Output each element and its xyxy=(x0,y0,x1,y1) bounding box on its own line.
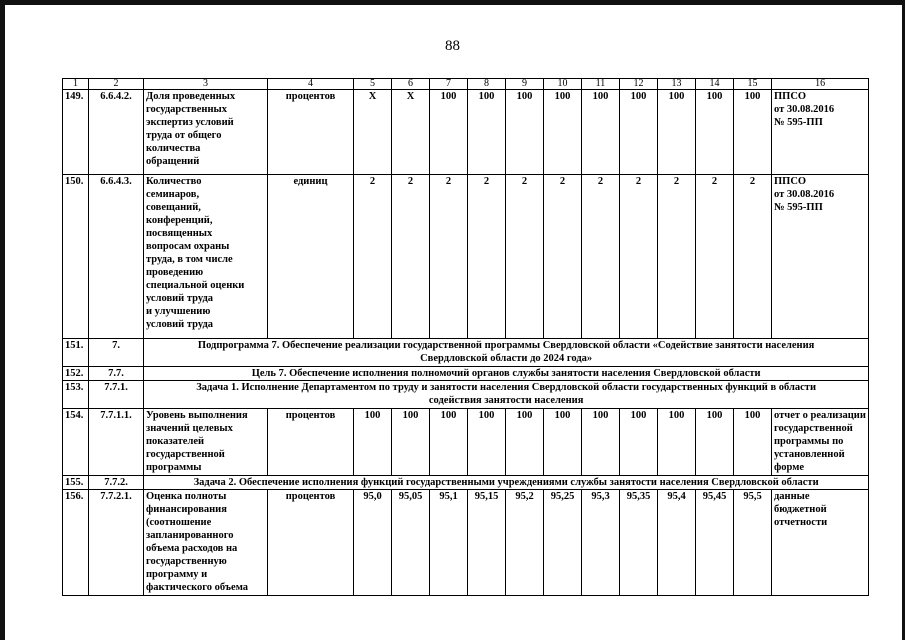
target-value: 100 xyxy=(544,90,582,175)
unit-of-measure: процентов xyxy=(268,409,354,476)
target-value: 100 xyxy=(658,409,696,476)
indicator-name xyxy=(144,490,268,596)
section-row xyxy=(63,381,869,409)
target-value: 100 xyxy=(734,90,772,175)
column-number-1: 1 xyxy=(63,79,89,90)
row-code: 7.7.2. xyxy=(89,476,144,490)
unit-of-measure: единиц xyxy=(268,175,354,339)
row-number: 155. xyxy=(63,476,89,490)
cell-line: финансирования xyxy=(146,504,227,515)
target-value: 95,0 xyxy=(354,490,392,596)
cell-line: труда, в том числе xyxy=(146,254,233,265)
target-value: 95,3 xyxy=(582,490,620,596)
section-title xyxy=(144,339,869,367)
column-number-4: 4 xyxy=(268,79,354,90)
section-row xyxy=(63,476,869,490)
cell-line: данные xyxy=(774,491,810,502)
cell-line: обращений xyxy=(146,156,200,167)
row-number: 154. xyxy=(63,409,89,476)
target-value: 100 xyxy=(582,409,620,476)
cell-line: программу и xyxy=(146,569,208,580)
row-code: 7.7.2.1. xyxy=(89,490,144,596)
row-number: 151. xyxy=(63,339,89,367)
indicator-name xyxy=(144,90,268,175)
target-value: 100 xyxy=(506,90,544,175)
target-value: 100 xyxy=(658,90,696,175)
table-row xyxy=(63,490,869,596)
row-code: 7.7.1.1. xyxy=(89,409,144,476)
row-code: 7.7. xyxy=(89,367,144,381)
column-number-6: 6 xyxy=(392,79,430,90)
cell-line: форме xyxy=(774,462,805,473)
cell-line: Подпрограмма 7. Обеспечение реализации государственной программы Свердловской области «Содействие занятости населения xyxy=(197,340,815,351)
cell-line: Задача 1. Исполнение Департаментом по труду и занятости населения Свердловской области государственных функций в области xyxy=(196,382,816,393)
column-number-5: 5 xyxy=(354,79,392,90)
column-number-15: 15 xyxy=(734,79,772,90)
cell-line: государственных xyxy=(146,104,227,115)
target-value: 100 xyxy=(430,90,468,175)
cell-line: государственной xyxy=(146,449,225,460)
row-number: 149. xyxy=(63,90,89,175)
target-value: 2 xyxy=(506,175,544,339)
row-code: 7.7.1. xyxy=(89,381,144,409)
target-value: 95,25 xyxy=(544,490,582,596)
cell-line: содействия занятости населения xyxy=(428,395,584,406)
unit-of-measure: процентов xyxy=(268,490,354,596)
cell-line: отчетности xyxy=(774,517,828,528)
target-value: 100 xyxy=(696,90,734,175)
column-number-7: 7 xyxy=(430,79,468,90)
target-value: X xyxy=(354,90,392,175)
target-value: 95,15 xyxy=(468,490,506,596)
cell-line: посвященных xyxy=(146,228,213,239)
cell-line: показателей xyxy=(146,436,205,447)
cell-line: ППСО xyxy=(774,176,807,187)
target-value: 2 xyxy=(620,175,658,339)
row-number: 156. xyxy=(63,490,89,596)
target-value: 2 xyxy=(392,175,430,339)
column-number-11: 11 xyxy=(582,79,620,90)
indicator-name xyxy=(144,175,268,339)
cell-line: государственной xyxy=(774,423,853,434)
section-title xyxy=(144,381,869,409)
target-value: 100 xyxy=(354,409,392,476)
indicator-table xyxy=(62,78,869,596)
cell-line: и улучшению xyxy=(146,306,211,317)
cell-line: условий труда xyxy=(146,319,213,330)
target-value: 95,2 xyxy=(506,490,544,596)
table-row xyxy=(63,90,869,175)
target-value: 2 xyxy=(582,175,620,339)
column-number-10: 10 xyxy=(544,79,582,90)
cell-line: программы по xyxy=(774,436,844,447)
column-number-13: 13 xyxy=(658,79,696,90)
unit-of-measure: процентов xyxy=(268,90,354,175)
cell-line: вопросам охраны xyxy=(146,241,230,252)
cell-line: Количество xyxy=(146,176,202,187)
target-value: 100 xyxy=(582,90,620,175)
cell-line: ППСО xyxy=(774,91,807,102)
column-number-12: 12 xyxy=(620,79,658,90)
cell-line: от 30.08.2016 xyxy=(774,104,835,115)
cell-line: Задача 2. Обеспечение исполнения функций государственными учреждениями службы занятости населения Свердловской области xyxy=(193,477,819,488)
cell-line: условий труда xyxy=(146,293,213,304)
cell-line: № 595-ПП xyxy=(774,202,823,213)
row-number: 153. xyxy=(63,381,89,409)
cell-line: государственную xyxy=(146,556,227,567)
cell-line: семинаров, xyxy=(146,189,200,200)
column-number-9: 9 xyxy=(506,79,544,90)
row-number: 152. xyxy=(63,367,89,381)
target-value: 2 xyxy=(544,175,582,339)
column-number-14: 14 xyxy=(696,79,734,90)
cell-line: Доля проведенных xyxy=(146,91,236,102)
column-number-16: 16 xyxy=(772,79,869,90)
target-value: 95,05 xyxy=(392,490,430,596)
indicator-name xyxy=(144,409,268,476)
cell-line: от 30.08.2016 xyxy=(774,189,835,200)
cell-line: отчет о реализации xyxy=(774,410,866,421)
source-document xyxy=(772,409,869,476)
cell-line: объема расходов на xyxy=(146,543,238,554)
cell-line: (соотношение xyxy=(146,517,212,528)
cell-line: фактического объема xyxy=(146,582,249,593)
cell-line: № 595-ПП xyxy=(774,117,823,128)
target-value: 95,35 xyxy=(620,490,658,596)
row-code: 6.6.4.2. xyxy=(89,90,144,175)
source-document xyxy=(772,490,869,596)
target-value: 2 xyxy=(468,175,506,339)
target-value: 100 xyxy=(620,90,658,175)
cell-line: конференций, xyxy=(146,215,213,226)
target-value: 2 xyxy=(658,175,696,339)
target-value: 100 xyxy=(506,409,544,476)
cell-line: проведению xyxy=(146,267,204,278)
source-document xyxy=(772,90,869,175)
table-row xyxy=(63,175,869,339)
section-title xyxy=(144,476,869,490)
target-value: 2 xyxy=(696,175,734,339)
section-row xyxy=(63,339,869,367)
target-value: 100 xyxy=(734,409,772,476)
section-title xyxy=(144,367,869,381)
target-value: 100 xyxy=(620,409,658,476)
cell-line: программы xyxy=(146,462,202,473)
page-number: 88 xyxy=(445,38,460,54)
row-code: 6.6.4.3. xyxy=(89,175,144,339)
page-frame-top xyxy=(0,0,905,5)
column-number-row xyxy=(63,79,869,90)
table-body xyxy=(63,79,869,596)
cell-line: совещаний, xyxy=(146,202,201,213)
row-number: 150. xyxy=(63,175,89,339)
cell-line: Оценка полноты xyxy=(146,491,227,502)
cell-line: бюджетной xyxy=(774,504,827,515)
column-number-3: 3 xyxy=(144,79,268,90)
section-row xyxy=(63,367,869,381)
cell-line: труда от общего xyxy=(146,130,222,141)
cell-line: Цель 7. Обеспечение исполнения полномочий органов службы занятости населения Свердловской области xyxy=(251,368,761,379)
target-value: X xyxy=(392,90,430,175)
target-value: 100 xyxy=(696,409,734,476)
target-value: 95,45 xyxy=(696,490,734,596)
cell-line: специальной оценки xyxy=(146,280,245,291)
target-value: 100 xyxy=(468,409,506,476)
cell-line: запланированного xyxy=(146,530,234,541)
column-number-2: 2 xyxy=(89,79,144,90)
source-document xyxy=(772,175,869,339)
target-value: 2 xyxy=(430,175,468,339)
column-number-8: 8 xyxy=(468,79,506,90)
cell-line: значений целевых xyxy=(146,423,233,434)
cell-line: установленной xyxy=(774,449,845,460)
cell-line: Свердловской области до 2024 года» xyxy=(420,353,593,364)
target-value: 100 xyxy=(430,409,468,476)
target-value: 95,5 xyxy=(734,490,772,596)
cell-line: Уровень выполнения xyxy=(146,410,248,421)
cell-line: экспертиз условий xyxy=(146,117,234,128)
table-row xyxy=(63,409,869,476)
target-value: 100 xyxy=(392,409,430,476)
target-value: 100 xyxy=(468,90,506,175)
row-code: 7. xyxy=(89,339,144,367)
page-frame-left xyxy=(0,0,5,640)
target-value: 100 xyxy=(544,409,582,476)
target-value: 95,4 xyxy=(658,490,696,596)
target-value: 2 xyxy=(734,175,772,339)
target-value: 2 xyxy=(354,175,392,339)
cell-line: количества xyxy=(146,143,201,154)
target-value: 95,1 xyxy=(430,490,468,596)
